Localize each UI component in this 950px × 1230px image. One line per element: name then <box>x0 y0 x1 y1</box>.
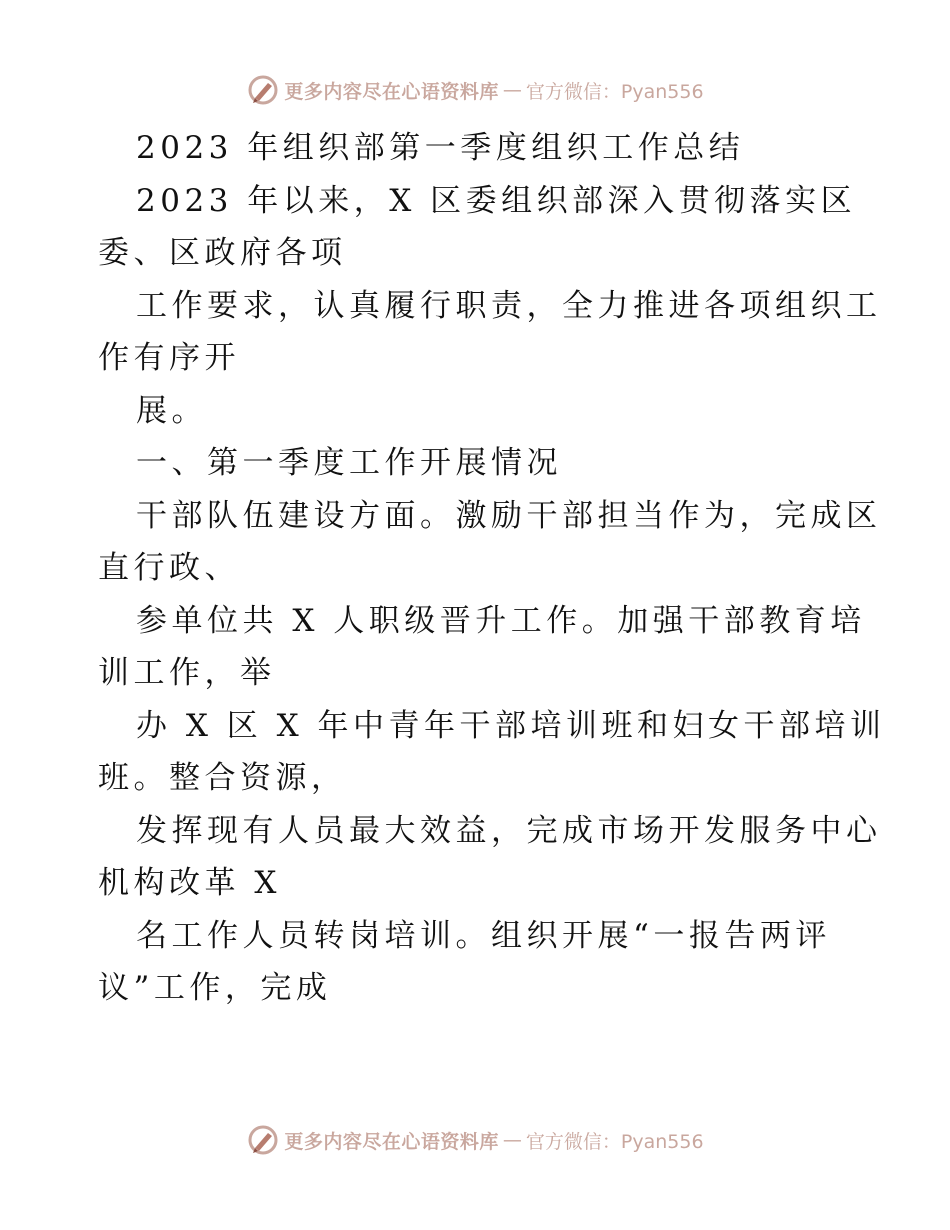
watermark-wechat-text: 官方微信：Pyan556 <box>525 1130 704 1153</box>
watermark-site-text: 更多内容尽在心语资料库 <box>284 80 499 103</box>
document-line: 干部队伍建设方面。激励干部担当作为，完成区 <box>136 497 882 534</box>
document-line: 办 X 区 X 年中青年干部培训班和妇女干部培训 <box>136 707 886 744</box>
document-line: 班。整合资源， <box>98 760 347 796</box>
watermark-site-text: 更多内容尽在心语资料库 <box>284 1130 499 1153</box>
footer-watermark <box>0 1120 950 1160</box>
document-line: 名工作人员转岗培训。组织开展“一报告两评 <box>136 917 831 954</box>
watermark-dash: — <box>502 79 522 101</box>
document-line: 一、第一季度工作开展情况 <box>136 445 562 481</box>
document-title: 2023 年组织部第一季度组织工作总结 <box>136 130 745 166</box>
document-body <box>98 122 886 1015</box>
document-line: 工作要求，认真履行职责，全力推进各项组织工 <box>136 287 882 324</box>
document-line: 直行政、 <box>98 550 240 586</box>
document-line: 展。 <box>136 392 207 429</box>
pen-circle-logo-icon <box>246 1123 280 1157</box>
watermark-wechat-text: 官方微信：Pyan556 <box>525 80 704 103</box>
document-line: 机构改革 X <box>98 865 281 901</box>
pen-circle-logo-icon <box>246 73 280 107</box>
document-line: 参单位共 X 人职级晋升工作。加强干部教育培 <box>136 602 866 639</box>
document-line: 委、区政府各项 <box>98 235 347 271</box>
watermark-dash: — <box>502 1129 522 1151</box>
document-line: 训工作，举 <box>98 655 276 691</box>
document-line: 议”工作，完成 <box>98 970 332 1006</box>
document-line: 2023 年以来，X 区委组织部深入贯彻落实区 <box>136 182 857 219</box>
document-line: 发挥现有人员最大效益，完成市场开发服务中心 <box>136 812 882 849</box>
document-line: 作有序开 <box>98 340 240 376</box>
header-watermark <box>0 70 950 110</box>
